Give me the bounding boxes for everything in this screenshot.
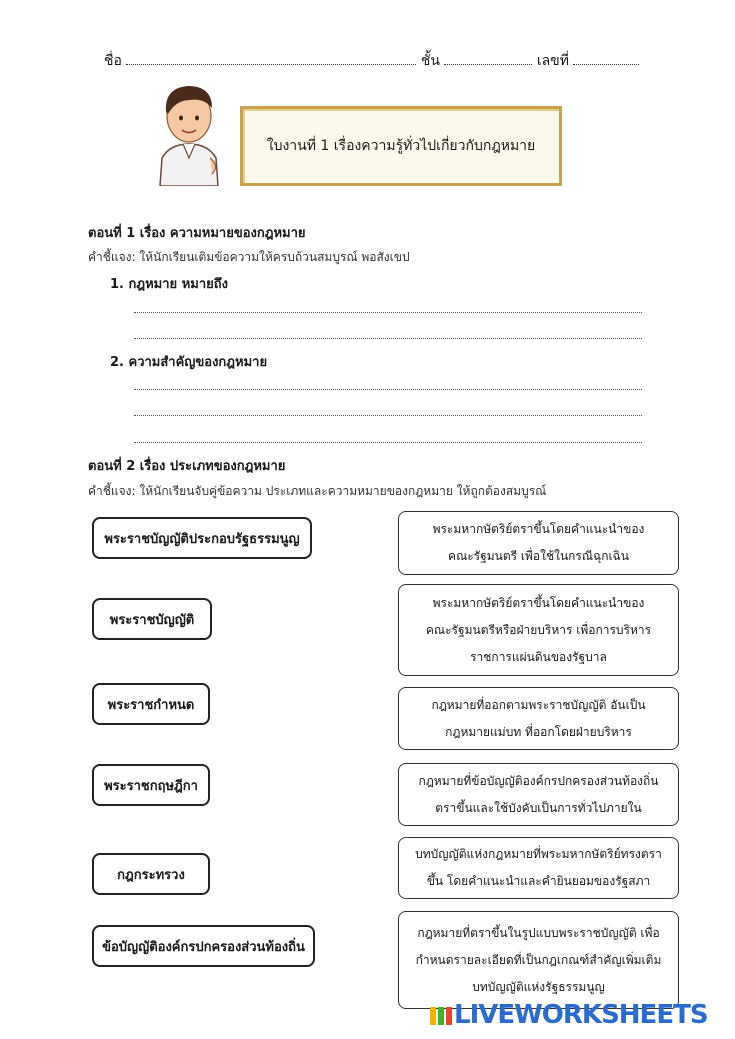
match-right-text: กำหนดรายละเอียดที่เป็นกฎเกณฑ์สำคัญเพิ่มเติม xyxy=(415,952,662,967)
match-right-text: พระมหากษัตริย์ตราขึ้นโดยคำแนะนำของ xyxy=(432,522,645,536)
number-field[interactable] xyxy=(573,54,639,65)
match-left-label: พระราชกำหนด xyxy=(107,697,195,713)
logo-bar-icon xyxy=(430,1007,436,1025)
match-right-text: ราชการแผ่นดินของรัฐบาล xyxy=(470,649,607,664)
match-left-1[interactable] xyxy=(92,517,312,559)
number-label: เลขที่ xyxy=(536,53,569,69)
answer-line[interactable] xyxy=(134,312,642,313)
answer-line[interactable] xyxy=(134,338,642,339)
match-right-2[interactable] xyxy=(398,584,679,676)
match-right-text: พระมหากษัตริย์ตราขึ้นโดยคำแนะนำของ xyxy=(432,595,645,610)
match-left-4[interactable] xyxy=(92,764,210,806)
match-left-label: พระราชบัญญัติประกอบรัฐธรรมนูญ xyxy=(104,531,300,547)
student-info-line xyxy=(104,50,634,72)
answer-line[interactable] xyxy=(134,389,642,390)
answer-line[interactable] xyxy=(134,415,642,416)
match-left-5[interactable] xyxy=(92,853,210,895)
match-right-text: กฎหมายแม่บท ที่ออกโดยฝ่ายบริหาร xyxy=(445,724,632,739)
match-left-2[interactable] xyxy=(92,598,212,640)
match-right-1[interactable] xyxy=(398,511,679,575)
worksheet-title: ใบงานที่ 1 เรื่องความรู้ทั่วไปเกี่ยวกับกฎหมาย xyxy=(266,138,536,154)
part1-heading: ตอนที่ 1 เรื่อง ความหมายของกฎหมาย xyxy=(88,226,306,241)
logo-text: LIVEWORKSHEETS xyxy=(454,1000,708,1030)
match-right-text: กฎหมายที่ข้อบัญญัติองค์กรปกครองส่วนท้องถิ่น xyxy=(418,773,659,788)
match-left-3[interactable] xyxy=(92,683,210,725)
question-1-label: 1. กฎหมาย หมายถึง xyxy=(110,277,228,292)
match-right-text: ขึ้น โดยคำแนะนำและคำยินยอมของรัฐสภา xyxy=(426,874,651,888)
part2-instruction: คำชี้แจง: ให้นักเรียนจับคู่ข้อความ ประเภทและความหมายของกฎหมาย ให้ถูกต้องสมบูรณ์ xyxy=(88,484,547,498)
student-avatar xyxy=(150,78,228,186)
match-right-3[interactable] xyxy=(398,687,679,750)
class-label: ชั้น xyxy=(420,53,440,69)
match-left-label: พระราชกฤษฎีกา xyxy=(104,778,198,794)
match-right-text: กฎหมายที่ออกตามพระราชบัญญัติ อันเป็น xyxy=(431,697,646,712)
liveworksheets-logo xyxy=(430,1000,708,1030)
match-right-text: คณะรัฐมนตรี เพื่อใช้ในกรณีฉุกเฉิน xyxy=(448,549,629,563)
worksheet-title-box xyxy=(240,106,562,186)
match-right-text: บทบัญญัติแห่งกฎหมายที่พระมหากษัตริย์ทรงตรา xyxy=(415,847,662,861)
match-left-6[interactable] xyxy=(92,925,315,967)
logo-bar-icon xyxy=(438,1007,444,1025)
question-2-label: 2. ความสำคัญของกฎหมาย xyxy=(110,355,268,370)
part1-instruction: คำชี้แจง: ให้นักเรียนเติมข้อความให้ครบถ้วนสมบูรณ์ พอสังเขป xyxy=(88,250,410,264)
match-right-6[interactable] xyxy=(398,911,679,1009)
name-label: ชื่อ xyxy=(104,53,122,69)
class-field[interactable] xyxy=(444,54,532,65)
match-right-text: ตราขึ้นและใช้บังคับเป็นการทั่วไปภายใน xyxy=(435,800,642,815)
match-right-5[interactable] xyxy=(398,837,679,899)
match-right-text: คณะรัฐมนตรีหรือฝ่ายบริหาร เพื่อการบริหาร xyxy=(425,622,652,637)
part2-heading: ตอนที่ 2 เรื่อง ประเภทของกฎหมาย xyxy=(88,459,286,474)
match-right-text: กฎหมายที่ตราขึ้นในรูปแบบพระราชบัญญัติ เพื่อ xyxy=(417,925,660,940)
match-left-label: ข้อบัญญัติองค์กรปกครองส่วนท้องถิ่น xyxy=(102,939,305,955)
answer-line[interactable] xyxy=(134,442,642,443)
match-right-4[interactable] xyxy=(398,763,679,826)
match-left-label: พระราชบัญญัติ xyxy=(109,612,195,628)
name-field[interactable] xyxy=(126,54,416,65)
match-right-text: บทบัญญัติแห่งรัฐธรรมนูญ xyxy=(472,979,605,994)
match-left-label: กฎกระทรวง xyxy=(117,867,185,883)
logo-bar-icon xyxy=(446,1007,452,1025)
